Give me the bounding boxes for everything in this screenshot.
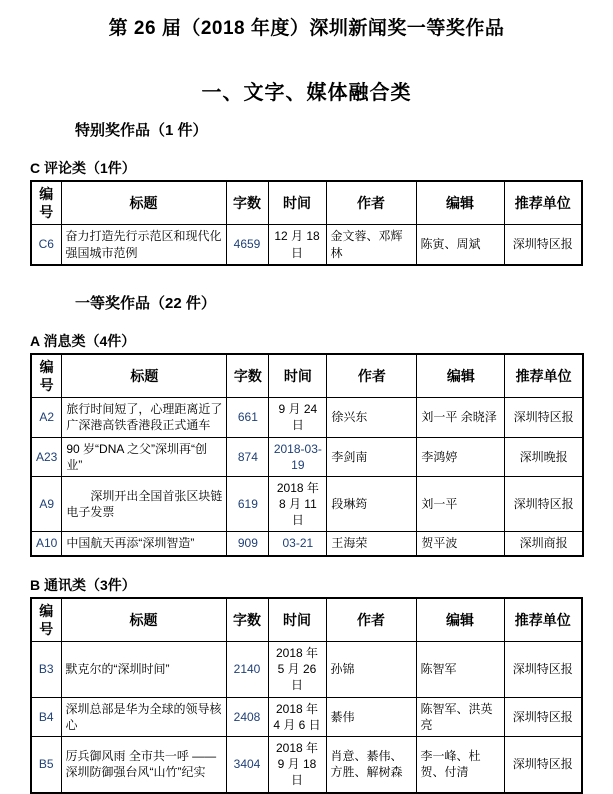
cell-word_count: 4659 <box>226 225 268 265</box>
table-row <box>31 225 582 265</box>
table-row <box>31 398 583 437</box>
table-row <box>31 532 583 556</box>
table-label: B 通讯类（3件） <box>30 576 136 593</box>
cell-editors: 刘一平 <box>417 476 505 532</box>
table-header-row <box>31 354 583 398</box>
cell-date: 03-21 <box>269 532 327 556</box>
column-header-id: 编号 <box>31 598 61 642</box>
document-title: 第 26 届（2018 年度）深圳新闻奖一等奖作品 <box>108 18 505 39</box>
column-header-id: 编号 <box>31 181 61 225</box>
cell-id: A9 <box>31 476 62 532</box>
column-header-recommender: 推荐单位 <box>504 181 582 225</box>
cell-authors: 孙锦 <box>326 642 416 698</box>
cell-recommender: 深圳特区报 <box>504 225 582 265</box>
cell-title: 90 岁“DNA 之父”深圳再“创业” <box>62 437 227 476</box>
column-header-authors: 作者 <box>326 598 416 642</box>
cell-word_count: 874 <box>227 437 269 476</box>
award-table-news <box>30 353 584 557</box>
cell-date: 2018-03-19 <box>269 437 327 476</box>
cell-title: 深圳开出全国首张区块链电子发票 <box>62 476 227 532</box>
cell-editors: 贺平波 <box>417 532 505 556</box>
table-label: C 评论类（1件） <box>30 160 136 176</box>
cell-title: 奋力打造先行示范区和现代化强国城市范例 <box>61 225 226 265</box>
cell-editors: 陈寅、周斌 <box>416 225 504 265</box>
cell-id: A10 <box>31 532 62 556</box>
column-header-title: 标题 <box>62 354 227 398</box>
cell-title: 默克尔的“深圳时间” <box>61 642 226 698</box>
column-header-date: 时间 <box>268 181 326 225</box>
award-table-comment <box>30 180 583 266</box>
cell-title: 厉兵御风雨 全市共一呼 ——深圳防御强台风“山竹”纪实 <box>61 736 226 792</box>
cell-title: 中国航天再添“深圳智造” <box>62 532 227 556</box>
cell-authors: 段琳筠 <box>327 476 417 532</box>
cell-editors: 陈智军、洪英亮 <box>416 697 504 736</box>
table-header-row <box>31 181 582 225</box>
cell-recommender: 深圳晚报 <box>505 437 583 476</box>
cell-date: 2018 年 8 月 11 日 <box>269 476 327 532</box>
column-header-id: 编号 <box>31 354 62 398</box>
special-award-heading: 特别奖作品（1 件） <box>75 122 208 139</box>
cell-authors: 金文蓉、邓辉林 <box>326 225 416 265</box>
table-label: A 消息类（4件） <box>30 332 136 349</box>
column-header-word_count: 字数 <box>226 181 268 225</box>
cell-authors: 肖意、綦伟、方胜、解树森 <box>326 736 416 792</box>
column-header-word_count: 字数 <box>226 598 268 642</box>
cell-recommender: 深圳商报 <box>505 532 583 556</box>
column-header-date: 时间 <box>268 598 326 642</box>
cell-editors: 李鸿婷 <box>417 437 505 476</box>
column-header-title: 标题 <box>61 181 226 225</box>
column-header-date: 时间 <box>269 354 327 398</box>
cell-word_count: 661 <box>227 398 269 437</box>
column-header-editors: 编辑 <box>417 354 505 398</box>
cell-word_count: 909 <box>227 532 269 556</box>
table-row <box>31 437 583 476</box>
cell-recommender: 深圳特区报 <box>504 736 582 792</box>
table-row <box>31 642 582 698</box>
cell-recommender: 深圳特区报 <box>505 398 583 437</box>
table-row <box>31 476 583 532</box>
table-row <box>31 697 582 736</box>
cell-authors: 王海荣 <box>327 532 417 556</box>
table-header-row <box>31 598 582 642</box>
cell-word_count: 2408 <box>226 697 268 736</box>
column-header-title: 标题 <box>61 598 226 642</box>
table-section-news <box>0 331 613 557</box>
table-section-comment <box>0 158 613 266</box>
cell-word_count: 3404 <box>226 736 268 792</box>
cell-id: C6 <box>31 225 61 265</box>
cell-editors: 陈智军 <box>416 642 504 698</box>
table-section-feature <box>0 575 613 794</box>
cell-id: B4 <box>31 697 61 736</box>
cell-authors: 綦伟 <box>326 697 416 736</box>
column-header-authors: 作者 <box>327 354 417 398</box>
cell-authors: 李剑南 <box>327 437 417 476</box>
first-prize-heading: 一等奖作品（22 件） <box>75 294 216 312</box>
cell-date: 2018 年 9 月 18 日 <box>268 736 326 792</box>
cell-id: B5 <box>31 736 61 792</box>
cell-word_count: 619 <box>227 476 269 532</box>
cell-date: 2018 年 4 月 6 日 <box>268 697 326 736</box>
cell-editors: 李一峰、杜贺、付清 <box>416 736 504 792</box>
award-table-feature <box>30 597 583 794</box>
cell-date: 2018 年 5 月 26 日 <box>268 642 326 698</box>
cell-date: 12 月 18 日 <box>268 225 326 265</box>
column-header-authors: 作者 <box>326 181 416 225</box>
table-row <box>31 736 582 792</box>
column-header-recommender: 推荐单位 <box>505 354 583 398</box>
cell-id: B3 <box>31 642 61 698</box>
category-heading: 一、文字、媒体融合类 <box>201 82 412 104</box>
cell-date: 9 月 24 日 <box>269 398 327 437</box>
column-header-editors: 编辑 <box>416 598 504 642</box>
cell-recommender: 深圳特区报 <box>505 476 583 532</box>
cell-title: 旅行时间短了，心理距离近了 广深港高铁香港段正式通车 <box>62 398 227 437</box>
column-header-recommender: 推荐单位 <box>504 598 582 642</box>
cell-recommender: 深圳特区报 <box>504 642 582 698</box>
cell-word_count: 2140 <box>226 642 268 698</box>
column-header-word_count: 字数 <box>227 354 269 398</box>
cell-recommender: 深圳特区报 <box>504 697 582 736</box>
cell-id: A23 <box>31 437 62 476</box>
cell-id: A2 <box>31 398 62 437</box>
cell-title: 深圳总部是华为全球的领导核心 <box>61 697 226 736</box>
column-header-editors: 编辑 <box>416 181 504 225</box>
cell-editors: 刘一平 余晓泽 <box>417 398 505 437</box>
cell-authors: 徐兴东 <box>327 398 417 437</box>
